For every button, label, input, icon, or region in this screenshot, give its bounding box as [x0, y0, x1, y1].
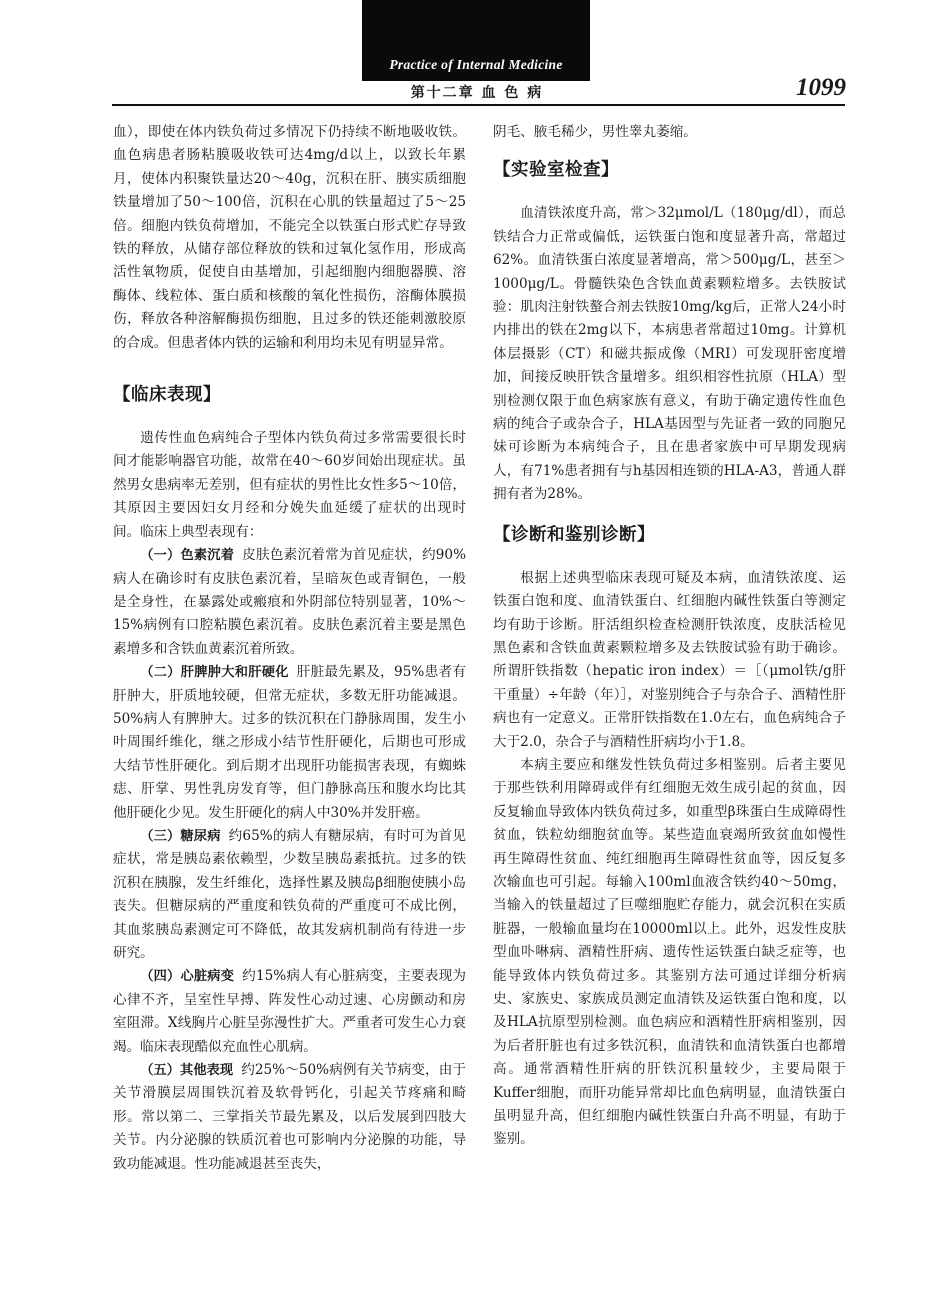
item-text: 约65%的病人有糖尿病，有时可为首见症状，常是胰岛素依赖型，少数呈胰岛素抵抗。过多的铁沉积在胰腺，发生纤维化，选择性累及胰岛β细胞使胰小岛丧失。但糖尿病的严重度和铁负荷的严重度可不成比例，其血浆胰岛素测定可不降低，故其发病机制尚有待进一步研究。 — [113, 827, 467, 961]
clinical-item — [113, 544, 466, 661]
chapter-title: 第十二章 血 色 病 — [410, 85, 544, 101]
clinical-item — [113, 1059, 466, 1176]
item-label: （三）糖尿病 — [140, 828, 221, 844]
heading-clinical: 【临床表现】 — [113, 385, 221, 406]
clinical-intro: 遗传性血色病纯合子型体内铁负荷过多常需要很长时间才能影响器官功能，故常在40～60岁间始出现症状。虽然男女患病率无差别，但有症状的男性比女性多5～10倍，其原因主要因妇女月经和分娩失血延缓了症状的出现时间。临床上典型表现有： — [113, 430, 466, 540]
item-label: （四）心脏病变 — [140, 969, 235, 985]
clinical-continuation: 阴毛、腋毛稀少，男性睾丸萎缩。 — [493, 124, 697, 140]
item-text: 约25%～50%病例有关节病变，由于关节滑膜层周围铁沉着及软骨钙化，引起关节疼痛和畸形。常以第二、三掌指关节最先累及，以后发展到四肢大关节。内分泌腺的铁质沉着也可影响内分泌腺的功能，导致功能减退。性功能减退甚至丧失， — [113, 1062, 466, 1172]
clinical-item — [113, 825, 466, 965]
journal-banner — [362, 0, 590, 81]
pathogenesis-continuation: 血），即使在体内铁负荷过多情况下仍持续不断地吸收铁。血色病患者肠粘膜吸收铁可达4mg/d以上，以致长年累月，使体内积聚铁量达20～40g，沉积在肝、胰实质细胞铁量增加了50～100倍，沉积在心肌的铁量超过了5～25倍。细胞内铁负荷增加，不能完全以铁蛋白形式贮存导致铁的释放，从储存部位释放的铁和过氧化氢作用，形成高活性氧物质，促使自由基增加，引起细胞内细胞器膜、溶酶体、线粒体、蛋白质和核酸的氧化性损伤，溶酶体膜损伤，释放各种溶解酶损伤细胞，且过多的铁还能刺激胶原的合成。但患者体内铁的运输和利用均未见有明显异常。 — [113, 124, 466, 351]
heading-lab: 【实验室检查】 — [493, 160, 619, 181]
left-column — [113, 121, 466, 1176]
item-text: 约15%病人有心脏病变，主要表现为心律不齐，呈室性早搏、阵发性心动过速、心房颤动和房室阻滞。X线胸片心脏呈弥漫性扩大。严重者可发生心力衰竭。临床表现酷似充血性心肌病。 — [113, 968, 466, 1055]
clinical-item — [113, 661, 466, 825]
differential-paragraph: 本病主要应和继发性铁负荷过多相鉴别。后者主要见于那些铁利用障碍或伴有红细胞无效生成引起的贫血，因反复输血导致体内铁负荷过多，如重型β珠蛋白生成障碍性贫血，铁粒幼细胞贫血等。某些造血衰竭所致贫血如慢性再生障碍性贫血、纯红细胞再生障碍性贫血等，因反复多次输血也可引起。每输入100ml血液含铁约40～50mg，当输入的铁量超过了巨噬细胞贮存能力，就会沉积在实质脏器，一般输血量均在10000ml以上。此外，迟发性皮肤型血卟啉病、酒精性肝病、遗传性运铁蛋白缺乏症等，也能导致体内铁负荷过多。其鉴别方法可通过详细分析病史、家族史、家族成员测定血清铁及运铁蛋白饱和度，以及HLA抗原型别检测。血色病应和酒精性肝病相鉴别，因为后者肝脏也有过多铁沉积，血清铁和血清铁蛋白也都增高。通常酒精性肝病的肝铁沉积量较少，主要局限于Kuffer细胞，而肝功能异常却比血色病明显，血清铁蛋白虽明显升高，但红细胞内碱性铁蛋白升高不明显，有助于鉴别。 — [493, 756, 846, 1148]
diagnosis-paragraph: 根据上述典型临床表现可疑及本病，血清铁浓度、运铁蛋白饱和度、血清铁蛋白、红细胞内碱性铁蛋白等测定均有助于诊断。肝活组织检查检测肝铁浓度，皮肤活检见黑色素和含铁血黄素颗粒增多及去铁胺试验有助于确诊。所谓肝铁指数（hepatic iron index）＝［（μmol铁/g肝干重量）÷年龄（年）］，对鉴别纯合子与杂合子、酒精性肝病也有一定意义。正常肝铁指数在1.0左右，血色病纯合子大于2.0，杂合子与酒精性肝病均小于1.8。 — [493, 569, 846, 750]
item-label: （二）肝脾肿大和肝硬化 — [140, 665, 289, 681]
lab-paragraph: 血清铁浓度升高，常＞32μmol/L（180μg/dl），而总铁结合力正常或偏低，运铁蛋白饱和度显著升高，常超过62%。血清铁蛋白浓度显著增高，常＞500μg/L，甚至＞1000μg/L。骨髓铁染色含铁血黄素颗粒增多。去铁胺试验：肌肉注射铁螯合剂去铁胺10mg/kg后，正常人24小时内排出的铁在2mg以下，本病患者常超过10mg。计算机体层摄影（CT）和磁共振成像（MRI）可发现肝密度增加，间接反映肝铁含量增多。组织相容性抗原（HLA）型别检测仅限于血色病家族有意义，有助于确定遗传性血色病的纯合子或杂合子，HLA基因型与先证者一致的同胞兄妹可诊断为本病纯合子，且在患者家族中可早期发现病人，有71%患者拥有与h基因相连锁的HLA-A3，普通人群拥有者为28%。 — [493, 205, 846, 503]
heading-diagnosis: 【诊断和鉴别诊断】 — [493, 524, 655, 545]
journal-title: Practice of Internal Medicine — [389, 57, 563, 72]
page-number: 1099 — [796, 74, 846, 101]
item-label: （五）其他表现 — [140, 1063, 234, 1079]
header-rule — [112, 104, 845, 106]
item-text: 皮肤色素沉着常为首见症状，约90%病人在确诊时有皮肤色素沉着，呈暗灰色或青铜色，一般是全身性，在暴露处或瘢痕和外阴部位特别显著，10%～15%病例有口腔粘膜色素沉着。皮肤色素沉着主要是黑色素增多和含铁血黄素沉着所致。 — [113, 547, 466, 657]
right-column — [493, 121, 846, 1152]
clinical-item — [113, 965, 466, 1059]
item-label: （一）色素沉着 — [140, 548, 235, 564]
item-text: 肝脏最先累及，95%患者有肝肿大，肝质地较硬，但常无症状，多数无肝功能减退。50%病人有脾肿大。过多的铁沉积在门静脉周围，发生小叶周围纤维化，继之形成小结节性肝硬化，后期也可形成大结节性肝硬化。到后期才出现肝功能损害表现，有蜘蛛痣、肝掌、男性乳房发育等，但门静脉高压和腹水均比其他肝硬化少见。发生肝硬化的病人中30%并发肝癌。 — [113, 664, 466, 821]
